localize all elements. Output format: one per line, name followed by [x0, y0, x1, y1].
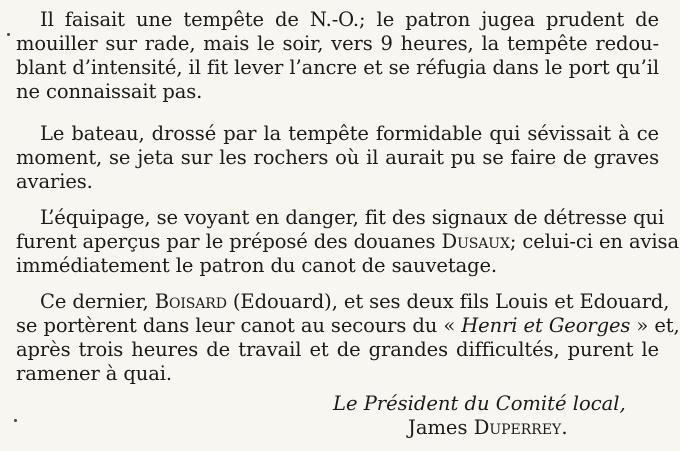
paragraph-line: immédiatement le patron du canot de sauvetage. [16, 254, 498, 277]
person-name-boisard: Boisard [154, 290, 227, 313]
signature-first-name: James [408, 416, 474, 439]
paragraph-3 [0, 206, 679, 278]
paragraph-line: Il faisait une tempête de N.-O.; le patron jugea prudent de [40, 8, 659, 31]
paragraph-line: ne connaissait pas. [16, 80, 203, 103]
paragraph-line: Le bateau, drossé par la tempête formidable qui sévissait à ce [40, 122, 659, 145]
paragraph-line [16, 314, 680, 338]
paragraph-1 [0, 8, 673, 104]
signature-title: Le Président du Comité local, [333, 392, 626, 415]
line-text: ; celui-ci en avisa [509, 230, 679, 253]
paragraph-line: ramener à quai. [16, 362, 173, 385]
boat-name: Henri et Georges [461, 314, 631, 337]
paragraph-line: avaries. [16, 170, 93, 193]
paragraph-line [16, 290, 670, 314]
paragraph-line: mouiller sur rade, mais le soir, vers 9 heures, la tempête redou- [16, 32, 659, 55]
signature-surname: Duperrey [473, 416, 562, 439]
line-text: » et, [630, 314, 680, 337]
line-text: Ce dernier, [40, 290, 155, 313]
paragraph-2 [0, 122, 673, 194]
paragraph-line: moment, se jeta sur les rochers où il aurait pu se faire de graves [16, 146, 659, 169]
paragraph-line: après trois heures de travail et de grandes difficultés, purent le [16, 338, 659, 361]
print-speck [14, 419, 17, 422]
signature-name [408, 416, 568, 440]
person-name-dusaux: Dusaux [441, 230, 510, 253]
line-text: furent aperçus par le préposé des douanes [16, 230, 442, 253]
paragraph-line: L’équipage, se voyant en danger, fit des signaux de détresse qui [40, 206, 665, 229]
paragraph-line: blant d’intensité, il fit lever l’ancre et se réfugia dans le port qu’il [16, 56, 659, 79]
signature-period: . [561, 416, 568, 439]
paragraph-4 [0, 290, 680, 386]
line-text: se portèrent dans leur canot au secours du « [16, 314, 462, 337]
line-text: (Edouard), et ses deux fils Louis et Edouard, [226, 290, 670, 313]
paragraph-line [16, 230, 679, 254]
